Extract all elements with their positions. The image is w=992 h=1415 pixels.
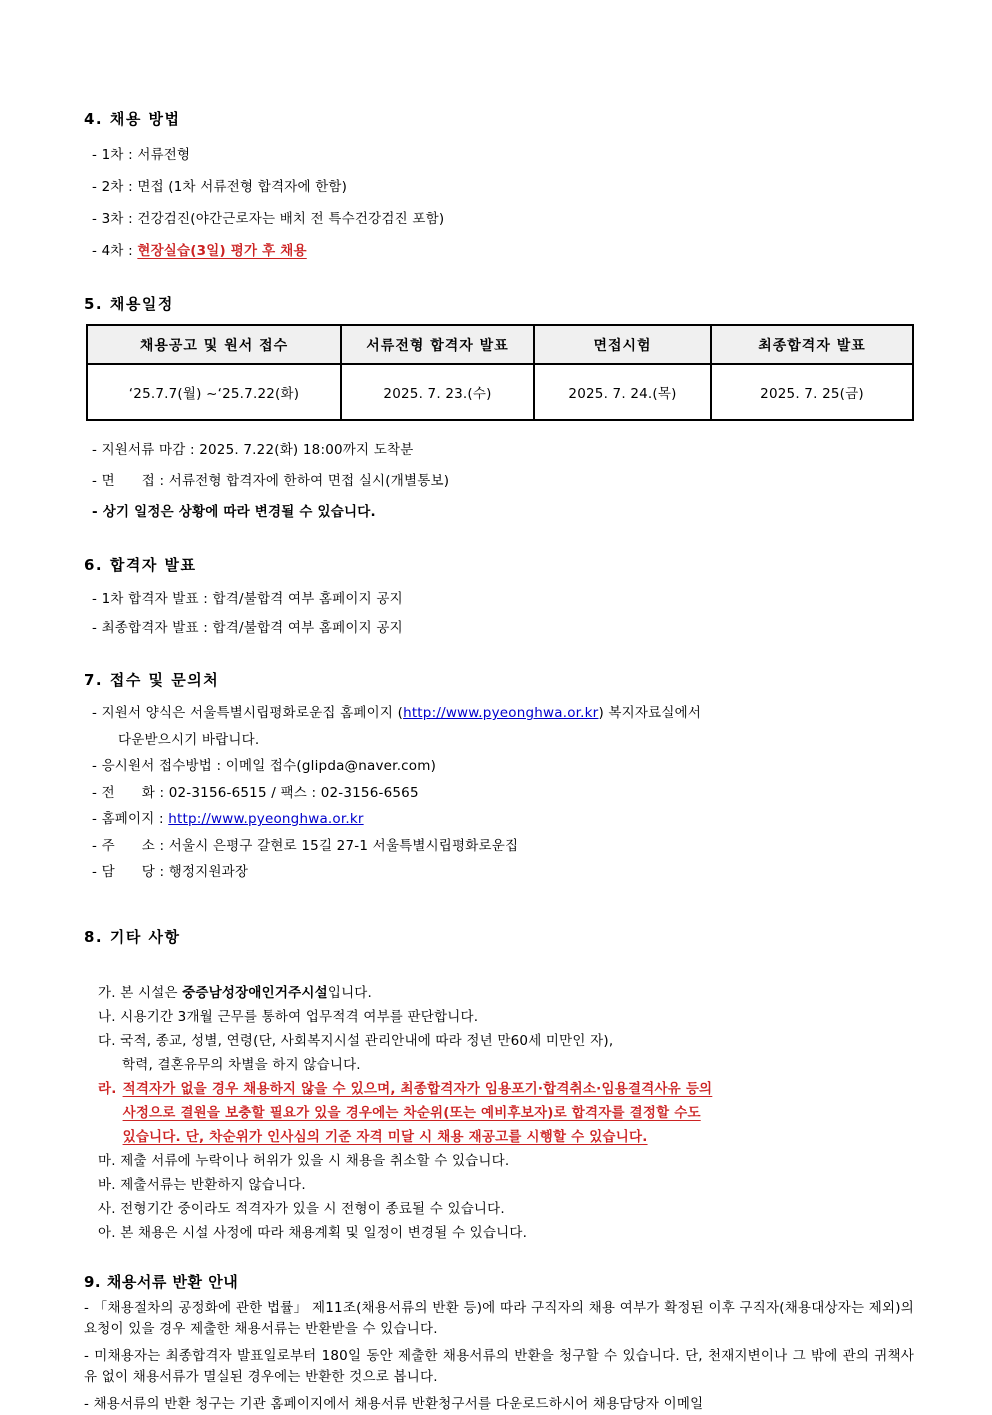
- other-item-ra-label: 라.: [98, 1077, 123, 1101]
- section-4-title: 4. 채용 방법: [84, 108, 914, 129]
- other-item-sa: 사. 전형기간 중이라도 적격자가 있을 시 전형이 종료될 수 있습니다.: [98, 1197, 914, 1221]
- pyeonghwa-homepage-link-2[interactable]: http://www.pyeonghwa.or.kr: [168, 811, 363, 827]
- method-step-4-highlight: 현장실습(3일) 평가 후 채용: [137, 243, 306, 259]
- section-document-return: [84, 1271, 914, 1415]
- other-item-ga-pre: 가. 본 시설은: [98, 985, 182, 1001]
- schedule-header-interview: 면접시험: [534, 325, 711, 364]
- schedule-table-header-row: [87, 325, 913, 364]
- other-item-ga: [98, 981, 914, 1005]
- schedule-note-interview: - 면 접 : 서류전형 합격자에 한하여 면접 실시(개별통보): [92, 466, 914, 497]
- section-9-title: 9. 채용서류 반환 안내: [84, 1271, 914, 1292]
- section-schedule: [84, 293, 914, 528]
- method-step-1: - 1차 : 서류전형: [92, 139, 914, 171]
- contact-form-download-pre: - 지원서 양식은 서울특별시립평화로운집 홈페이지 (: [92, 705, 403, 721]
- announcement-final: - 최종합격자 발표 : 합격/불합격 여부 홈페이지 공지: [92, 614, 914, 643]
- schedule-notes: [84, 435, 914, 528]
- section-6-title: 6. 합격자 발표: [84, 554, 914, 575]
- section-7-title: 7. 접수 및 문의처: [84, 669, 914, 690]
- section-other-matters: [84, 926, 914, 1245]
- recruitment-method-list: [84, 139, 914, 267]
- contact-homepage-label: - 홈페이지 :: [92, 811, 168, 827]
- method-step-4: [92, 235, 914, 267]
- contact-form-download: [92, 700, 914, 727]
- contact-list: [84, 700, 914, 886]
- contact-person: - 담 당 : 행정지원과장: [92, 859, 914, 886]
- schedule-header-application: 채용공고 및 원서 접수: [87, 325, 341, 364]
- pyeonghwa-homepage-link[interactable]: http://www.pyeonghwa.or.kr: [403, 705, 598, 721]
- schedule-table-data-row: [87, 364, 913, 420]
- contact-phone-fax: - 전 화 : 02-3156-6515 / 팩스 : 02-3156-6565: [92, 780, 914, 807]
- schedule-header-final-pass: 최종합격자 발표: [711, 325, 913, 364]
- schedule-cell-application-dates: ‘25.7.7(월) ~‘25.7.22(화): [87, 364, 341, 420]
- other-item-da-line2: 학력, 결혼유무의 차별을 하지 않습니다.: [98, 1053, 914, 1077]
- section-recruitment-method: [84, 108, 914, 267]
- schedule-note-deadline: - 지원서류 마감 : 2025. 7.22(화) 18:00까지 도착분: [92, 435, 914, 466]
- other-item-da-line1: 다. 국적, 종교, 성별, 연령(단, 사회복지시설 관리안내에 따라 정년 만60세 미만인 자),: [98, 1029, 914, 1053]
- return-para-law: - 「채용절차의 공정화에 관한 법률」 제11조(채용서류의 반환 등)에 따라 구직자의 채용 여부가 확정된 이후 구직자(채용대상자는 제외)의 요청이 있을 경우 제출한 채용서류는 반환받을 수 있습니다.: [84, 1298, 914, 1341]
- contact-form-download-line2: 다운받으시기 바랍니다.: [92, 727, 914, 754]
- schedule-note-change-warning: - 상기 일정은 상황에 따라 변경될 수 있습니다.: [92, 497, 914, 528]
- contact-homepage: [92, 806, 914, 833]
- ra-line-1: 적격자가 없을 경우 채용하지 않을 수 있으며, 최종합격자가 임용포기·합격취소·임용결격사유 등의: [123, 1077, 914, 1101]
- ra-line-3: 있습니다. 단, 차순위가 인사심의 기준 자격 미달 시 채용 재공고를 시행할 수 있습니다.: [123, 1125, 914, 1149]
- schedule-cell-interview-date: 2025. 7. 24.(목): [534, 364, 711, 420]
- method-step-2: - 2차 : 면접 (1차 서류전형 합격자에 한함): [92, 171, 914, 203]
- section-5-title: 5. 채용일정: [84, 293, 914, 314]
- section-announcement: [84, 554, 914, 643]
- other-item-ah: 아. 본 채용은 시설 사정에 따라 채용계획 및 일정이 변경될 수 있습니다.: [98, 1221, 914, 1245]
- section-contact: [84, 669, 914, 886]
- other-matters-list: [84, 981, 914, 1245]
- return-para-request: - 채용서류의 반환 청구는 기관 홈페이지에서 채용서류 반환청구서를 다운로드하시어 채용담당자 이메일: [84, 1394, 914, 1415]
- schedule-cell-document-pass-date: 2025. 7. 23.(수): [341, 364, 534, 420]
- method-step-4-prefix: - 4차 :: [92, 243, 137, 259]
- ra-line-2: 사정으로 결원을 보충할 필요가 있을 경우에는 차순위(또는 예비후보자)로 합격자를 결정할 수도: [123, 1101, 914, 1125]
- other-item-ga-post: 입니다.: [328, 985, 372, 1001]
- schedule-table: [86, 324, 914, 421]
- section-8-title: 8. 기타 사항: [84, 926, 914, 947]
- contact-form-download-post: ) 복지자료실에서: [598, 705, 701, 721]
- other-item-na: 나. 시용기간 3개월 근무를 통하여 업무적격 여부를 판단합니다.: [98, 1005, 914, 1029]
- facility-type-bold: 중증남성장애인거주시설: [182, 985, 328, 1001]
- schedule-cell-final-pass-date: 2025. 7. 25(금): [711, 364, 913, 420]
- other-item-ra: [98, 1077, 914, 1149]
- announcement-first-round: - 1차 합격자 발표 : 합격/불합격 여부 홈페이지 공지: [92, 585, 914, 614]
- other-item-ma: 마. 제출 서류에 누락이나 허위가 있을 시 채용을 취소할 수 있습니다.: [98, 1149, 914, 1173]
- return-para-180days: - 미채용자는 최종합격자 발표일로부터 180일 동안 제출한 채용서류의 반환을 청구할 수 있습니다. 단, 천재지변이나 그 밖에 관의 귀책사유 없이 채용서류가 멸실된 경우에는 반환한 것으로 봅니다.: [84, 1346, 914, 1389]
- contact-address: - 주 소 : 서울시 은평구 갈현로 15길 27-1 서울특별시립평화로운집: [92, 833, 914, 860]
- contact-submit-method: - 응시원서 접수방법 : 이메일 접수(glipda@naver.com): [92, 753, 914, 780]
- other-item-ba: 바. 제출서류는 반환하지 않습니다.: [98, 1173, 914, 1197]
- schedule-header-document-pass: 서류전형 합격자 발표: [341, 325, 534, 364]
- other-item-ra-text: [123, 1077, 914, 1149]
- method-step-3: - 3차 : 건강검진(야간근로자는 배치 전 특수건강검진 포함): [92, 203, 914, 235]
- announcement-list: [84, 585, 914, 643]
